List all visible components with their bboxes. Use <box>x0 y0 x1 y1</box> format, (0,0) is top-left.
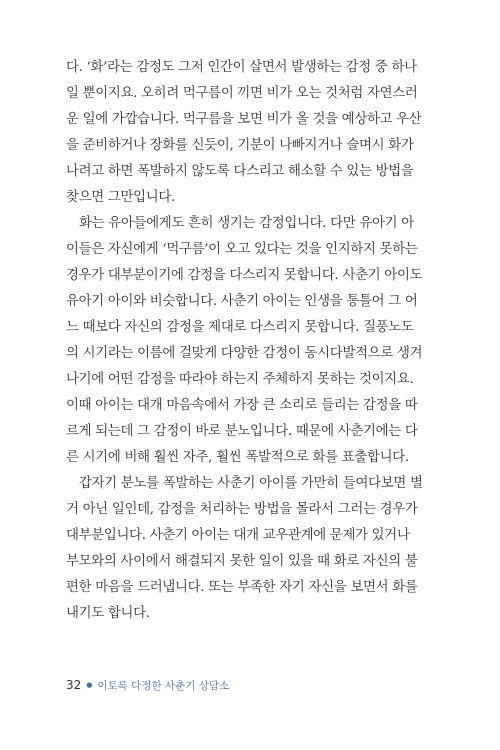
text-line: 갑자기 분노를 폭발하는 사춘기 아이를 가만히 들여다보면 별 <box>79 476 423 491</box>
paragraph-1 <box>66 55 438 211</box>
text-line: 의 시기라는 이름에 걸맞게 다양한 감정이 동시다발적으로 생겨 <box>66 346 423 361</box>
text-line: 이때 아이는 대개 마음속에서 가장 큰 소리로 들리는 감정을 따 <box>66 398 418 413</box>
book-title: 이토록 다정한 사춘기 상담소 <box>97 680 230 692</box>
text-line: 나기에 어떤 감정을 따라야 하는지 주체하지 못하는 것이지요. <box>66 372 414 387</box>
text-line: 느 때보다 자신의 감정을 제대로 다스리지 못합니다. 질풍노도 <box>66 320 414 335</box>
text-line: 경우가 대부분이기에 감정을 다스리지 못합니다. 사춘기 아이도 <box>66 268 423 283</box>
page-number: 32 <box>66 678 82 692</box>
text-line: 내기도 합니다. <box>66 606 150 621</box>
text-line: 부모와의 사이에서 해결되지 못한 일이 있을 때 화로 자신의 불 <box>66 554 418 569</box>
page-footer <box>66 678 229 693</box>
text-line: 르게 되는데 그 감정이 바로 분노입니다. 때문에 사춘기에는 다 <box>66 424 418 439</box>
text-line: 대부분입니다. 사춘기 아이는 대개 교우관계에 문제가 있거나 <box>66 528 410 543</box>
paragraph-2 <box>66 211 438 471</box>
text-line: 다. ‘화’라는 감정도 그저 인간이 살면서 발생하는 감정 중 하나 <box>66 60 417 75</box>
bullet-separator-icon: ● <box>86 681 93 689</box>
text-line: 른 시기에 비해 훨씬 자주, 훨씬 폭발적으로 화를 표출합니다. <box>66 450 409 465</box>
paragraph-3 <box>66 471 438 627</box>
text-line: 편한 마음을 드러냅니다. 또는 부족한 자기 자신을 보면서 화를 <box>66 580 418 595</box>
body-text <box>66 55 438 627</box>
text-line: 찾으면 그만입니다. <box>66 190 175 205</box>
text-line: 일 뿐이지요. 오히려 먹구름이 끼면 비가 오는 것처럼 자연스러 <box>66 86 418 101</box>
text-line: 유아기 아이와 비슷합니다. 사춘기 아이는 인생을 통틀어 그 어 <box>66 294 418 309</box>
text-line: 나려고 하면 폭발하지 않도록 다스리고 해소할 수 있는 방법을 <box>66 164 414 179</box>
text-line: 화는 유아들에게도 흔히 생기는 감정입니다. 다만 유아기 아 <box>79 216 414 231</box>
text-line: 이들은 자신에게 ‘먹구름’이 오고 있다는 것을 인지하지 못하는 <box>66 242 418 257</box>
text-line: 운 일에 가깝습니다. 먹구름을 보면 비가 올 것을 예상하고 우산 <box>66 112 422 127</box>
text-line: 거 아닌 일인데, 감정을 처리하는 방법을 몰라서 그러는 경우가 <box>66 502 418 517</box>
text-line: 을 준비하거나 장화를 신듯이, 기분이 나빠지거나 슬며시 화가 <box>66 138 414 153</box>
